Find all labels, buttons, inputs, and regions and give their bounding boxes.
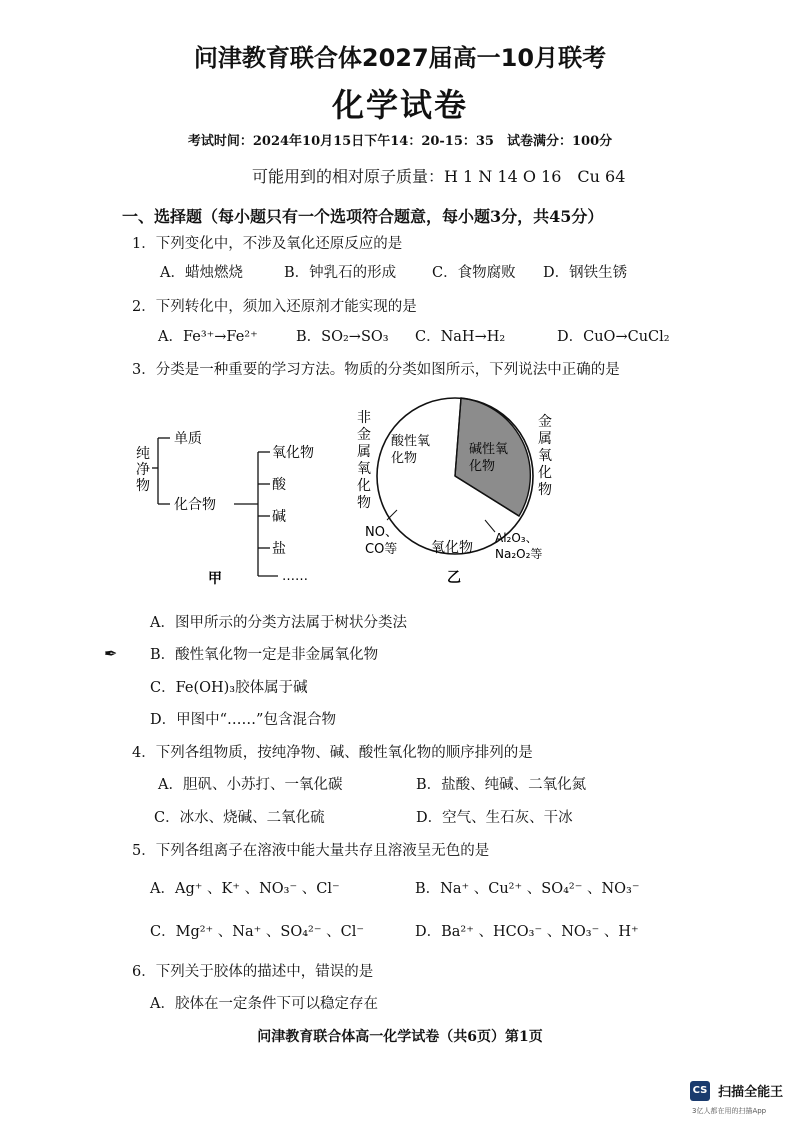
nonmetal-char-3: 属 [357,444,371,460]
al-na-line-1: Al₂O₃、 [495,531,538,545]
acidic-oxide-line-1: 酸性氧 [391,434,431,449]
acidic-oxide-line-2: 化物 [391,451,418,466]
nonmetal-char-1: 非 [357,410,371,426]
root-char-2: 净 [136,462,150,478]
nonmetal-char-4: 氧 [357,461,371,477]
scanner-logo-icon: CS [690,1081,710,1101]
q5-option-b: B．Na⁺ 、Cu²⁺ 、SO₄²⁻ 、NO₃⁻ [415,881,640,897]
exam-info: 考试时间：2024年10月15日下午14：20-15：35 试卷满分：100分 [187,134,613,149]
q2-stem: 2．下列转化中，须加入还原剂才能实现的是 [132,299,417,315]
q3-option-a: A．图甲所示的分类方法属于树状分类法 [150,615,407,631]
basic-oxide-line-1: 碱性氧 [469,442,509,457]
q2-option-a: A．Fe³⁺→Fe²⁺ [158,329,258,345]
q4-option-d: D．空气、生石灰、干冰 [416,810,573,826]
exam-title: 问津教育联合体2027届高一10月联考 [193,44,607,72]
metal-char-4: 化 [538,465,552,481]
scanner-watermark [690,1080,783,1101]
node-ellipsis: …… [282,569,308,584]
q3-stem: 3．分类是一种重要的学习方法。物质的分类如图所示，下列说法中正确的是 [132,362,620,378]
node-compound: 化合物 [174,497,216,513]
q4-stem: 4．下列各组物质，按纯净物、碱、酸性氧化物的顺序排列的是 [132,745,533,761]
basic-oxide-sector [455,398,530,516]
scanner-app-tagline: 3亿人都在用的扫描App [692,1107,767,1115]
q5-option-a: A．Ag⁺ 、K⁺ 、NO₃⁻ 、Cl⁻ [150,881,340,897]
nonmetal-char-5: 化 [357,478,371,494]
pen-mark-icon: ✒ [104,644,118,663]
node-acid: 酸 [272,477,286,493]
atomic-mass-line: 可能用到的相对原子质量：H 1 N 14 O 16 Cu 64 [252,167,626,186]
q3-option-c: C．Fe(OH)₃胶体属于碱 [150,680,308,696]
nonmetal-char-6: 物 [357,495,371,511]
no-co-line-1: NO、 [365,525,398,540]
diagram-jia-label: 甲 [208,571,222,587]
q1-option-a: A．蜡烛燃烧 [160,265,243,281]
oxide-label: 氧化物 [431,540,473,556]
q1-option-c: C．食物腐败 [432,265,516,281]
subject-title: 化学试卷 [331,86,468,124]
node-base: 碱 [272,509,286,525]
q1-stem: 1．下列变化中，不涉及氧化还原反应的是 [132,236,403,252]
q6-option-a: A．胶体在一定条件下可以稳定存在 [150,996,378,1012]
nonmetal-char-2: 金 [357,427,371,443]
q2-option-d: D．CuO→CuCl₂ [557,329,670,345]
root-char-1: 纯 [136,446,150,462]
q2-option-b: B．SO₂→SO₃ [296,329,389,345]
q4-option-c: C．冰水、烧碱、二氧化硫 [154,810,325,826]
metal-char-5: 物 [538,482,552,498]
q1-option-b: B．钟乳石的形成 [284,265,397,281]
q4-option-b: B．盐酸、纯碱、二氧化氮 [416,777,587,793]
q5-stem: 5．下列各组离子在溶液中能大量共存且溶液呈无色的是 [132,843,490,859]
classification-tree-diagram [130,400,330,590]
al-na-line-2: Na₂O₂等 [495,547,543,561]
page-footer: 问津教育联合体高一化学试卷（共6页）第1页 [257,1029,543,1045]
oxide-pie-diagram [345,392,565,592]
q1-option-d: D．钢铁生锈 [543,265,628,281]
basic-oxide-line-2: 化物 [469,459,496,474]
q3-option-b: B．酸性氧化物一定是非金属氧化物 [150,647,379,663]
metal-char-3: 氧 [538,448,552,464]
metal-char-2: 属 [538,431,552,447]
q5-option-c: C．Mg²⁺ 、Na⁺ 、SO₄²⁻ 、Cl⁻ [150,924,364,940]
root-char-3: 物 [136,478,150,494]
q3-option-d: D．甲图中“……”包含混合物 [150,712,336,728]
node-oxide: 氧化物 [272,445,314,461]
node-salt: 盐 [272,541,286,557]
q6-stem: 6．下列关于胶体的描述中，错误的是 [132,964,374,980]
diagram-yi-label: 乙 [447,570,461,586]
metal-char-1: 金 [538,414,552,430]
no-co-line-2: CO等 [365,542,398,557]
section-title: 一、选择题（每小题只有一个选项符合题意，每小题3分，共45分） [122,207,604,226]
q2-option-c: C．NaH→H₂ [415,329,506,345]
node-elemental: 单质 [174,431,202,447]
q5-option-d: D．Ba²⁺ 、HCO₃⁻ 、NO₃⁻ 、H⁺ [415,924,639,940]
scanner-app-name: 扫描全能王 [718,1085,784,1100]
q4-option-a: A．胆矾、小苏打、一氧化碳 [158,777,343,793]
